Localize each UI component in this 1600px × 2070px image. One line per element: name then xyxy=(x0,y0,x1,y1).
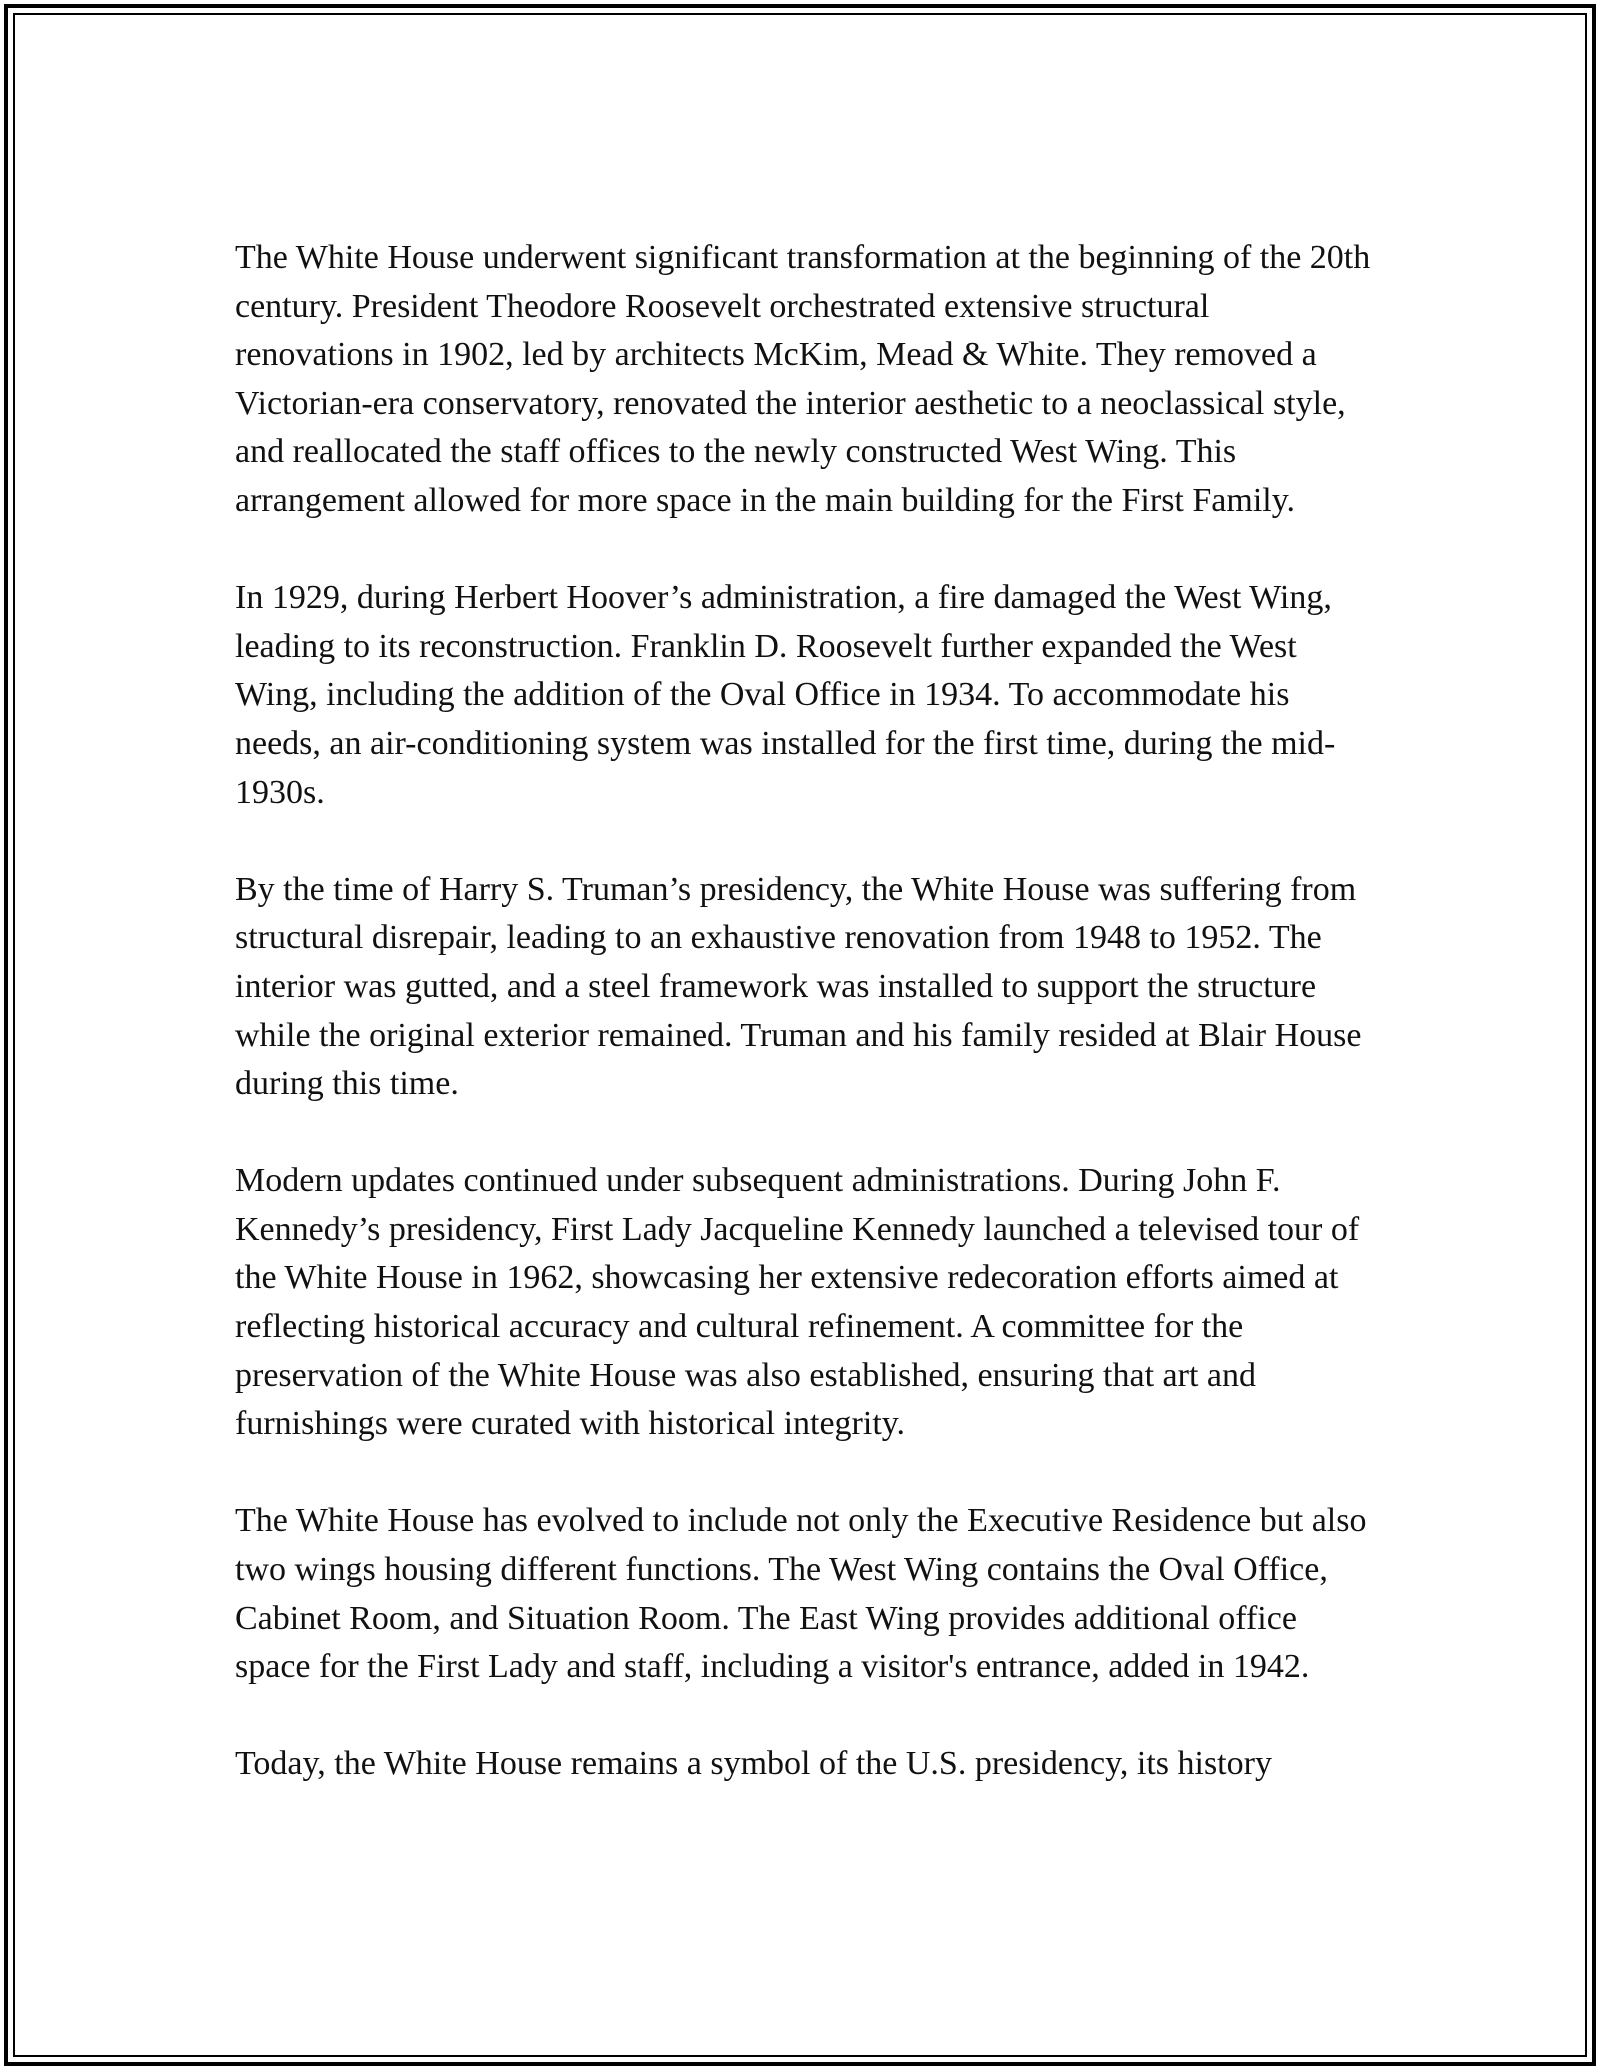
paragraph-2: In 1929, during Herbert Hoover’s administration, a fire damaged the West Wing, leading to its reconstruction. Franklin D. Roosevelt further expanded the West Wing, including the addition of the Oval Office in 1934. To accommodate his needs, an air-conditioning system was installed for the first time, during the mid-1930s. xyxy=(235,579,1336,811)
document-body xyxy=(235,234,1375,1838)
paragraph-5: The White House has evolved to include not only the Executive Residence but also two wings housing different functions. The West Wing contains the Oval Office, Cabinet Room, and Situation Room. The East Wing provides additional office space for the First Lady and staff, including a visitor's entrance, added in 1942. xyxy=(235,1502,1367,1686)
paragraph-1: The White House underwent significant transformation at the beginning of the 20th century. President Theodore Roosevelt orchestrated extensive structural renovations in 1902, led by architects McKim, Mead & White. They removed a Victorian-era conservatory, renovated the interior aesthetic to a neoclassical style, and reallocated the staff offices to the newly constructed West Wing. This arrangement allowed for more space in the main building for the First Family. xyxy=(235,239,1371,519)
paragraph-3: By the time of Harry S. Truman’s presidency, the White House was suffering from structural disrepair, leading to an exhaustive renovation from 1948 to 1952. The interior was gutted, and a steel framework was installed to support the structure while the original exterior remained. Truman and his family resided at Blair House during this time. xyxy=(235,870,1362,1103)
paragraph-4: Modern updates continued under subsequent administrations. During John F. Kennedy’s presidency, First Lady Jacqueline Kennedy launched a televised tour of the White House in 1962, showcasing her extensive redecoration efforts aimed at reflecting historical accuracy and cultural refinement. A committee for the preservation of the White House was also established, ensuring that art and furnishings were curated with historical integrity. xyxy=(235,1162,1360,1443)
paragraph-6: Today, the White House remains a symbol of the U.S. presidency, its history xyxy=(235,1745,1272,1783)
